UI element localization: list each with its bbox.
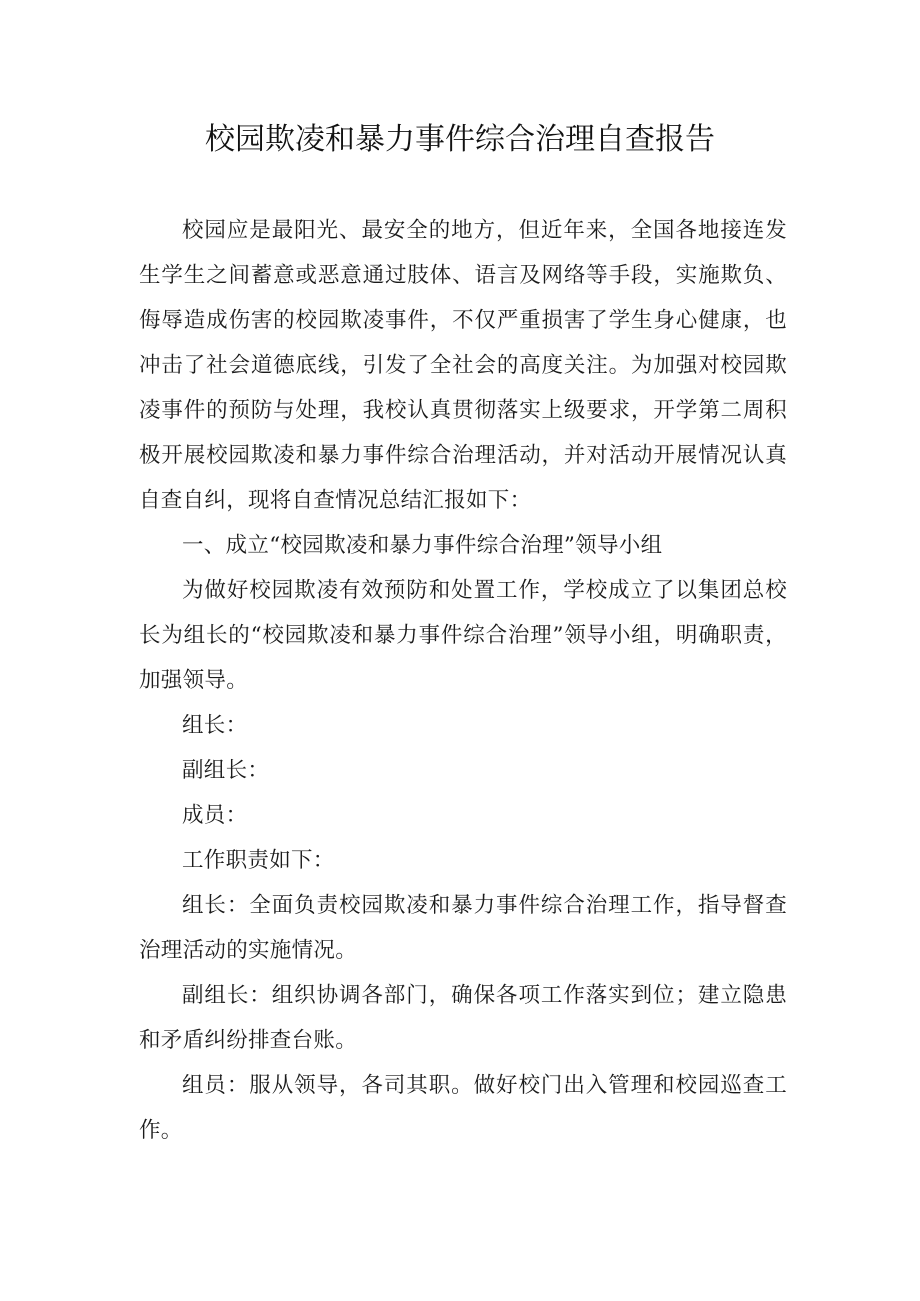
deputy-leader-line: 副组长： — [182, 758, 270, 783]
intro-paragraph: 校园应是最阳光、最安全的地方，但近年来，全国各地接连发生学生之间蓄意或恶意通过肢体、语言及网络等手段，实施欺负、侮辱造成伤害的校园欺凌事件，不仅严重损害了学生身心健康，也冲击了社会道德底线，引发了全社会的高度关注。为加强对校园欺凌事件的预防与处理，我校认真贯彻落实上级要求，开学第二周积极开展校园欺凌和暴力事件综合治理活动，并对活动开展情况认真自查自纠，现将自查情况总结汇报如下： — [139, 218, 787, 513]
document-title: 校园欺凌和暴力事件综合治理自查报告 — [205, 122, 715, 157]
leader-line: 组长： — [182, 713, 248, 738]
document-body — [139, 208, 787, 1153]
duties-heading: 工作职责如下： — [182, 848, 335, 873]
members-line: 成员： — [182, 803, 248, 828]
member-duty-paragraph: 组员：服从领导，各司其职。做好校门出入管理和校园巡查工作。 — [139, 1073, 787, 1143]
leadership-group-paragraph: 为做好校园欺凌有效预防和处置工作，学校成立了以集团总校长为组长的“校园欺凌和暴力事件综合治理”领导小组，明确职责，加强领导。 — [139, 578, 787, 693]
section-heading-leadership-group: 一、成立“校园欺凌和暴力事件综合治理”领导小组 — [182, 533, 663, 558]
leader-duty-paragraph: 组长：全面负责校园欺凌和暴力事件综合治理工作，指导督查治理活动的实施情况。 — [139, 893, 787, 963]
deputy-leader-duty-paragraph: 副组长：组织协调各部门，确保各项工作落实到位；建立隐患和矛盾纠纷排查台账。 — [139, 983, 787, 1053]
